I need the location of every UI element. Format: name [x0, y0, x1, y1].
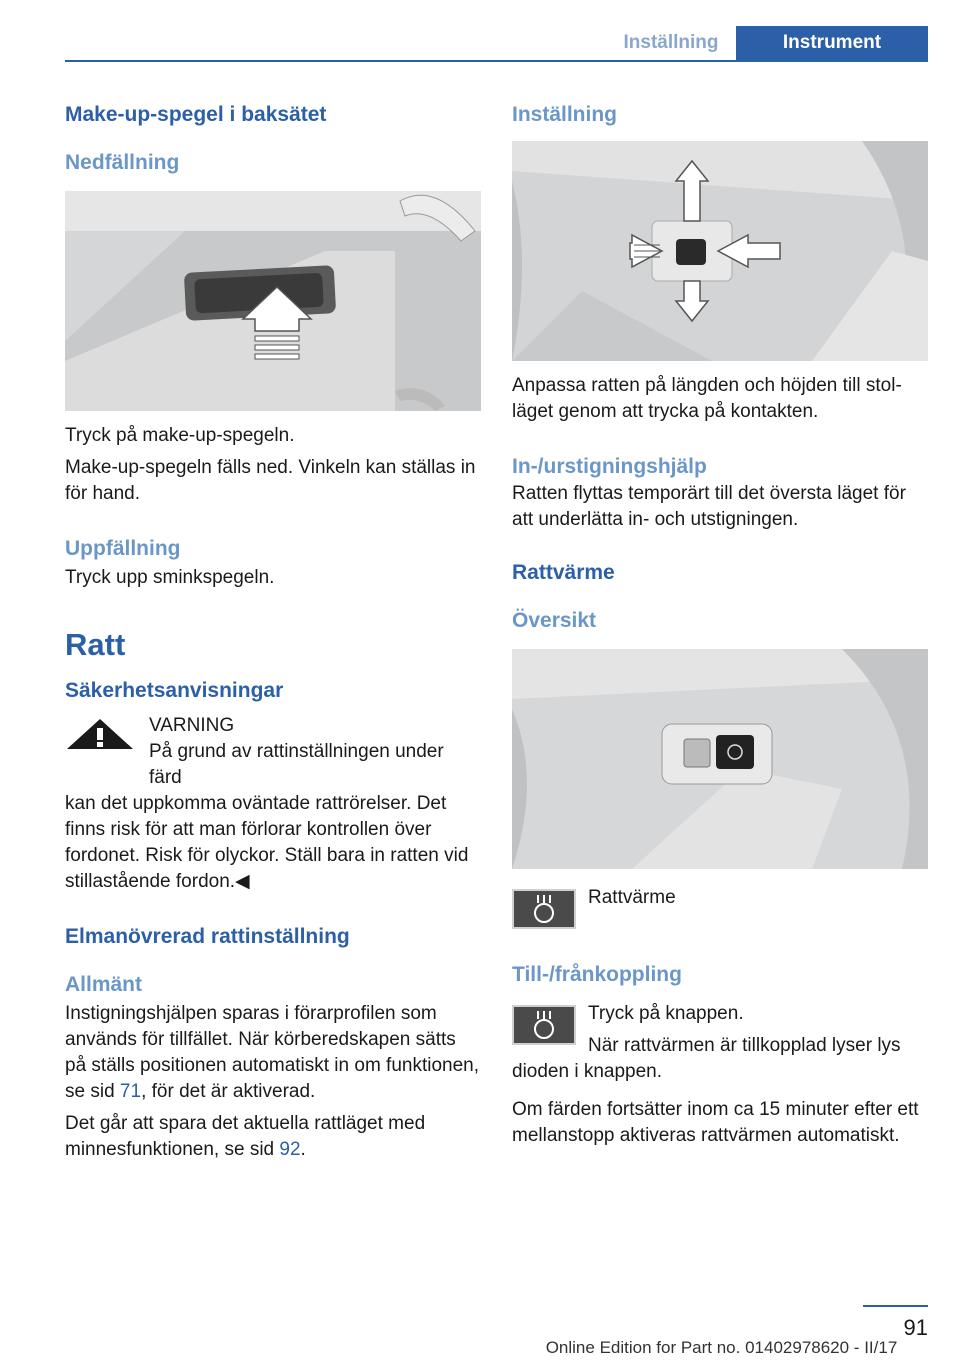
text-press-mirror: Tryck på make-up-spegeln.	[65, 425, 295, 446]
wheel-heating-button-icon	[512, 1005, 576, 1045]
link-page-92[interactable]: 92	[279, 1139, 301, 1160]
text-general-b: , för det är aktiverad.	[141, 1081, 316, 1102]
warning-label: VARNING	[149, 715, 235, 736]
text-general	[65, 1001, 481, 1105]
text-press-button: Tryck på knappen.	[588, 1003, 744, 1024]
symbol-label-heating: Rattvärme	[588, 887, 676, 908]
header-rule	[65, 60, 928, 62]
heading-rear-mirror: Make-up-spegel i baksätet	[65, 103, 327, 126]
wheel-heating-icon	[512, 889, 576, 929]
header-tab-settings[interactable]: Inställning	[623, 32, 719, 53]
text-entry-aid: Ratten flyttas temporärt till det översta läget för att underlätta in- och utstigningen.	[512, 483, 906, 530]
heading-wheel-heating: Rattvärme	[512, 561, 615, 584]
heading-on-off: Till-/frånkoppling	[512, 963, 682, 986]
steering-adjust-image	[512, 141, 928, 361]
heading-fold-up: Uppfällning	[65, 537, 181, 560]
page-number: 91	[903, 1315, 928, 1340]
text-mirror-folds: Make-up-spegeln fälls ned. Vinkeln kan ställas in för hand.	[65, 457, 476, 504]
heading-steering-wheel: Ratt	[65, 627, 126, 662]
warning-text-first-line: På grund av rattinställningen under färd	[149, 741, 444, 788]
header-tab-instrument[interactable]: Instrument	[736, 26, 928, 60]
text-led-first: När rattvärmen är tillkopplad lyser lys	[588, 1035, 901, 1056]
warning-block	[65, 713, 481, 895]
heading-general: Allmänt	[65, 973, 143, 996]
wheel-heating-image	[512, 649, 928, 869]
heading-fold-down: Nedfällning	[65, 151, 180, 174]
footer-edition: Online Edition for Part no. 01402978620 - II/17	[545, 1338, 898, 1357]
heading-overview: Översikt	[512, 609, 597, 632]
text-press-up: Tryck upp sminkspegeln.	[65, 567, 275, 588]
footer-rule	[863, 1305, 928, 1307]
mirror-image	[65, 191, 481, 411]
text-save-b: .	[300, 1139, 306, 1160]
heading-electric-adjustment: Elmanövrerad rattinställning	[65, 925, 350, 948]
heading-safety: Säkerhetsanvisningar	[65, 679, 284, 702]
left-column	[65, 100, 481, 1163]
link-page-71[interactable]: 71	[119, 1081, 142, 1102]
text-auto-activate: Om färden fortsätter inom ca 15 minuter efter ett mellanstopp aktiveras rattvärmen automatiskt.	[512, 1099, 919, 1146]
text-led-rest: dioden i knappen.	[512, 1061, 663, 1082]
warning-triangle-icon	[65, 717, 135, 751]
warning-text: kan det uppkomma oväntade rattrörelser. Det finns risk för att man förlorar kontrollen över fordonet. Risk för olyckor. Ställ bara in ratten vid stillastående fordon.◀	[65, 793, 469, 892]
symbol-row-heating	[512, 889, 928, 933]
onoff-block	[512, 1001, 928, 1085]
text-adjust-wheel: Anpassa ratten på längden och höjden till stolläget genom att trycka på kontakten.	[512, 375, 902, 422]
text-save-memory	[65, 1111, 481, 1163]
text-save-a: Det går att spara det aktuella rattläget med minnesfunktionen, se sid	[65, 1113, 426, 1160]
text-general-a: Instigningshjälpen sparas i förarprofilen som används för tillfället. När körberedskapen sätts på ställs positionen automatiskt in om funktionen, se sid	[65, 1003, 480, 1102]
right-column	[512, 100, 928, 1149]
heading-entry-aid: In-/urstigningshjälp	[512, 455, 707, 478]
heading-adjustment: Inställning	[512, 103, 617, 126]
